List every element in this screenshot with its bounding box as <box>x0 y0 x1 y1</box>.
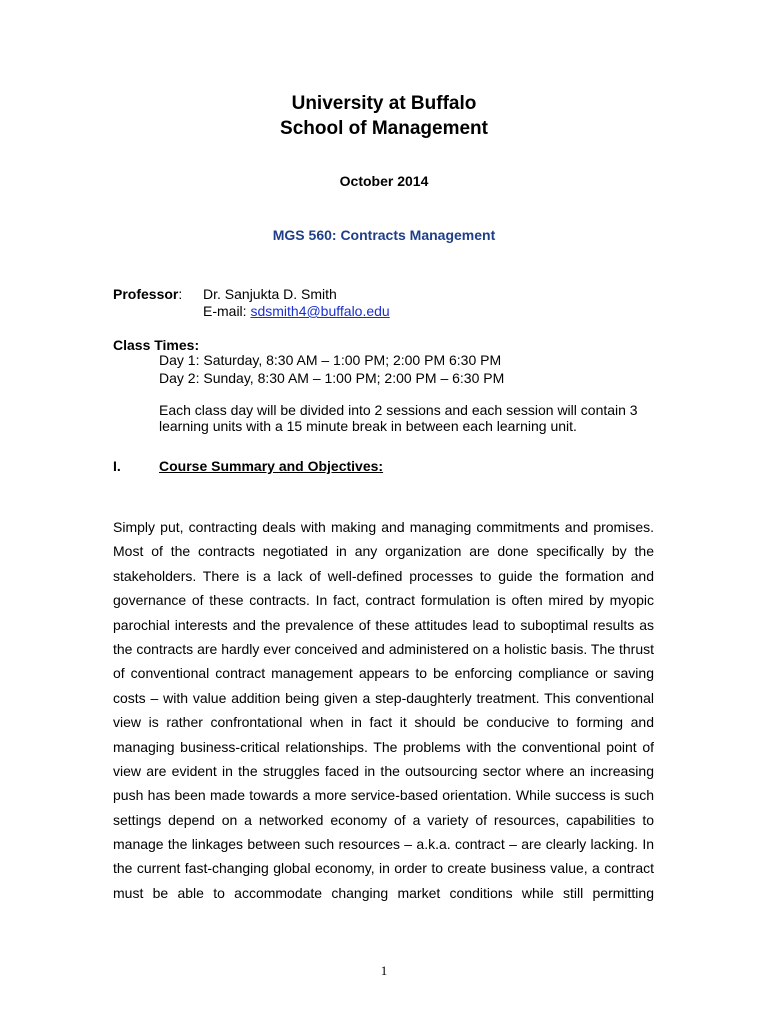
professor-label: Professor <box>113 286 179 302</box>
professor-name: Dr. Sanjukta D. Smith <box>203 286 337 302</box>
paragraph-line: view are evident in the struggles faced in the outsourcing sector where an increasing <box>113 762 654 779</box>
paragraph-line: view is rather confrontational when in fact it should be conducive to forming and <box>113 714 654 731</box>
section-number: I. <box>113 458 121 474</box>
university-title: University at Buffalo <box>291 93 477 114</box>
course-title: MGS 560: Contracts Management <box>272 227 496 243</box>
school-title: School of Management <box>280 118 488 139</box>
email-link[interactable]: sdsmith4@buffalo.edu <box>250 303 390 319</box>
class-day-2: Day 2: Sunday, 8:30 AM – 1:00 PM; 2:00 PM – 6:30 PM <box>159 370 505 386</box>
paragraph-line: the contracts are hardly ever conceived and administered on a holistic basis. The thrust <box>113 640 654 657</box>
paragraph-line: governance of these contracts. In fact, contract formulation is often mired by myopic <box>113 592 654 609</box>
paragraph-line: manage the linkages between such resources – a.k.a. contract – are clearly lacking. In <box>113 836 654 853</box>
paragraph-line: Simply put, contracting deals with making and managing commitments and promises. <box>113 519 654 535</box>
paragraph-line: stakeholders. There is a lack of well-defined processes to guide the formation and <box>113 567 654 584</box>
course-summary-paragraph <box>113 515 654 905</box>
session-note-line-1: Each class day will be divided into 2 sessions and each session will contain 3 <box>159 402 638 418</box>
section-title: Course Summary and Objectives: <box>159 458 384 474</box>
paragraph-line: must be able to accommodate changing market conditions while still permitting <box>113 884 654 901</box>
professor-label-row <box>113 286 182 303</box>
email-label: E-mail: <box>203 303 251 319</box>
document-date: October 2014 <box>339 173 429 189</box>
class-times-label: Class Times: <box>113 337 200 353</box>
class-day-1: Day 1: Saturday, 8:30 AM – 1:00 PM; 2:00 PM 6:30 PM <box>159 352 502 368</box>
paragraph-line: costs – with value addition being given a step-daughterly treatment. This conventional <box>113 689 654 706</box>
paragraph-line: settings depend on a networked economy of a variety of resources, capabilities to <box>113 811 654 828</box>
professor-email-row <box>203 303 390 320</box>
paragraph-line: parochial interests and the prevalence of these attitudes lead to suboptimal results as <box>113 616 654 633</box>
paragraph-line: the current fast-changing global economy, in order to create business value, a contract <box>113 860 654 877</box>
paragraph-line: managing business-critical relationships. The problems with the conventional point of <box>113 738 654 755</box>
paragraph-line: Most of the contracts negotiated in any organization are done specifically by the <box>113 543 654 560</box>
professor-label-suffix: : <box>178 286 183 302</box>
paragraph-line: push has been made towards a more service-based orientation. While success is such <box>113 787 654 804</box>
page-number: 1 <box>380 963 388 978</box>
paragraph-line: of conventional contract management appears to be enforcing compliance or saving <box>113 665 654 682</box>
session-note-line-2: learning units with a 15 minute break in between each learning unit. <box>159 418 577 434</box>
